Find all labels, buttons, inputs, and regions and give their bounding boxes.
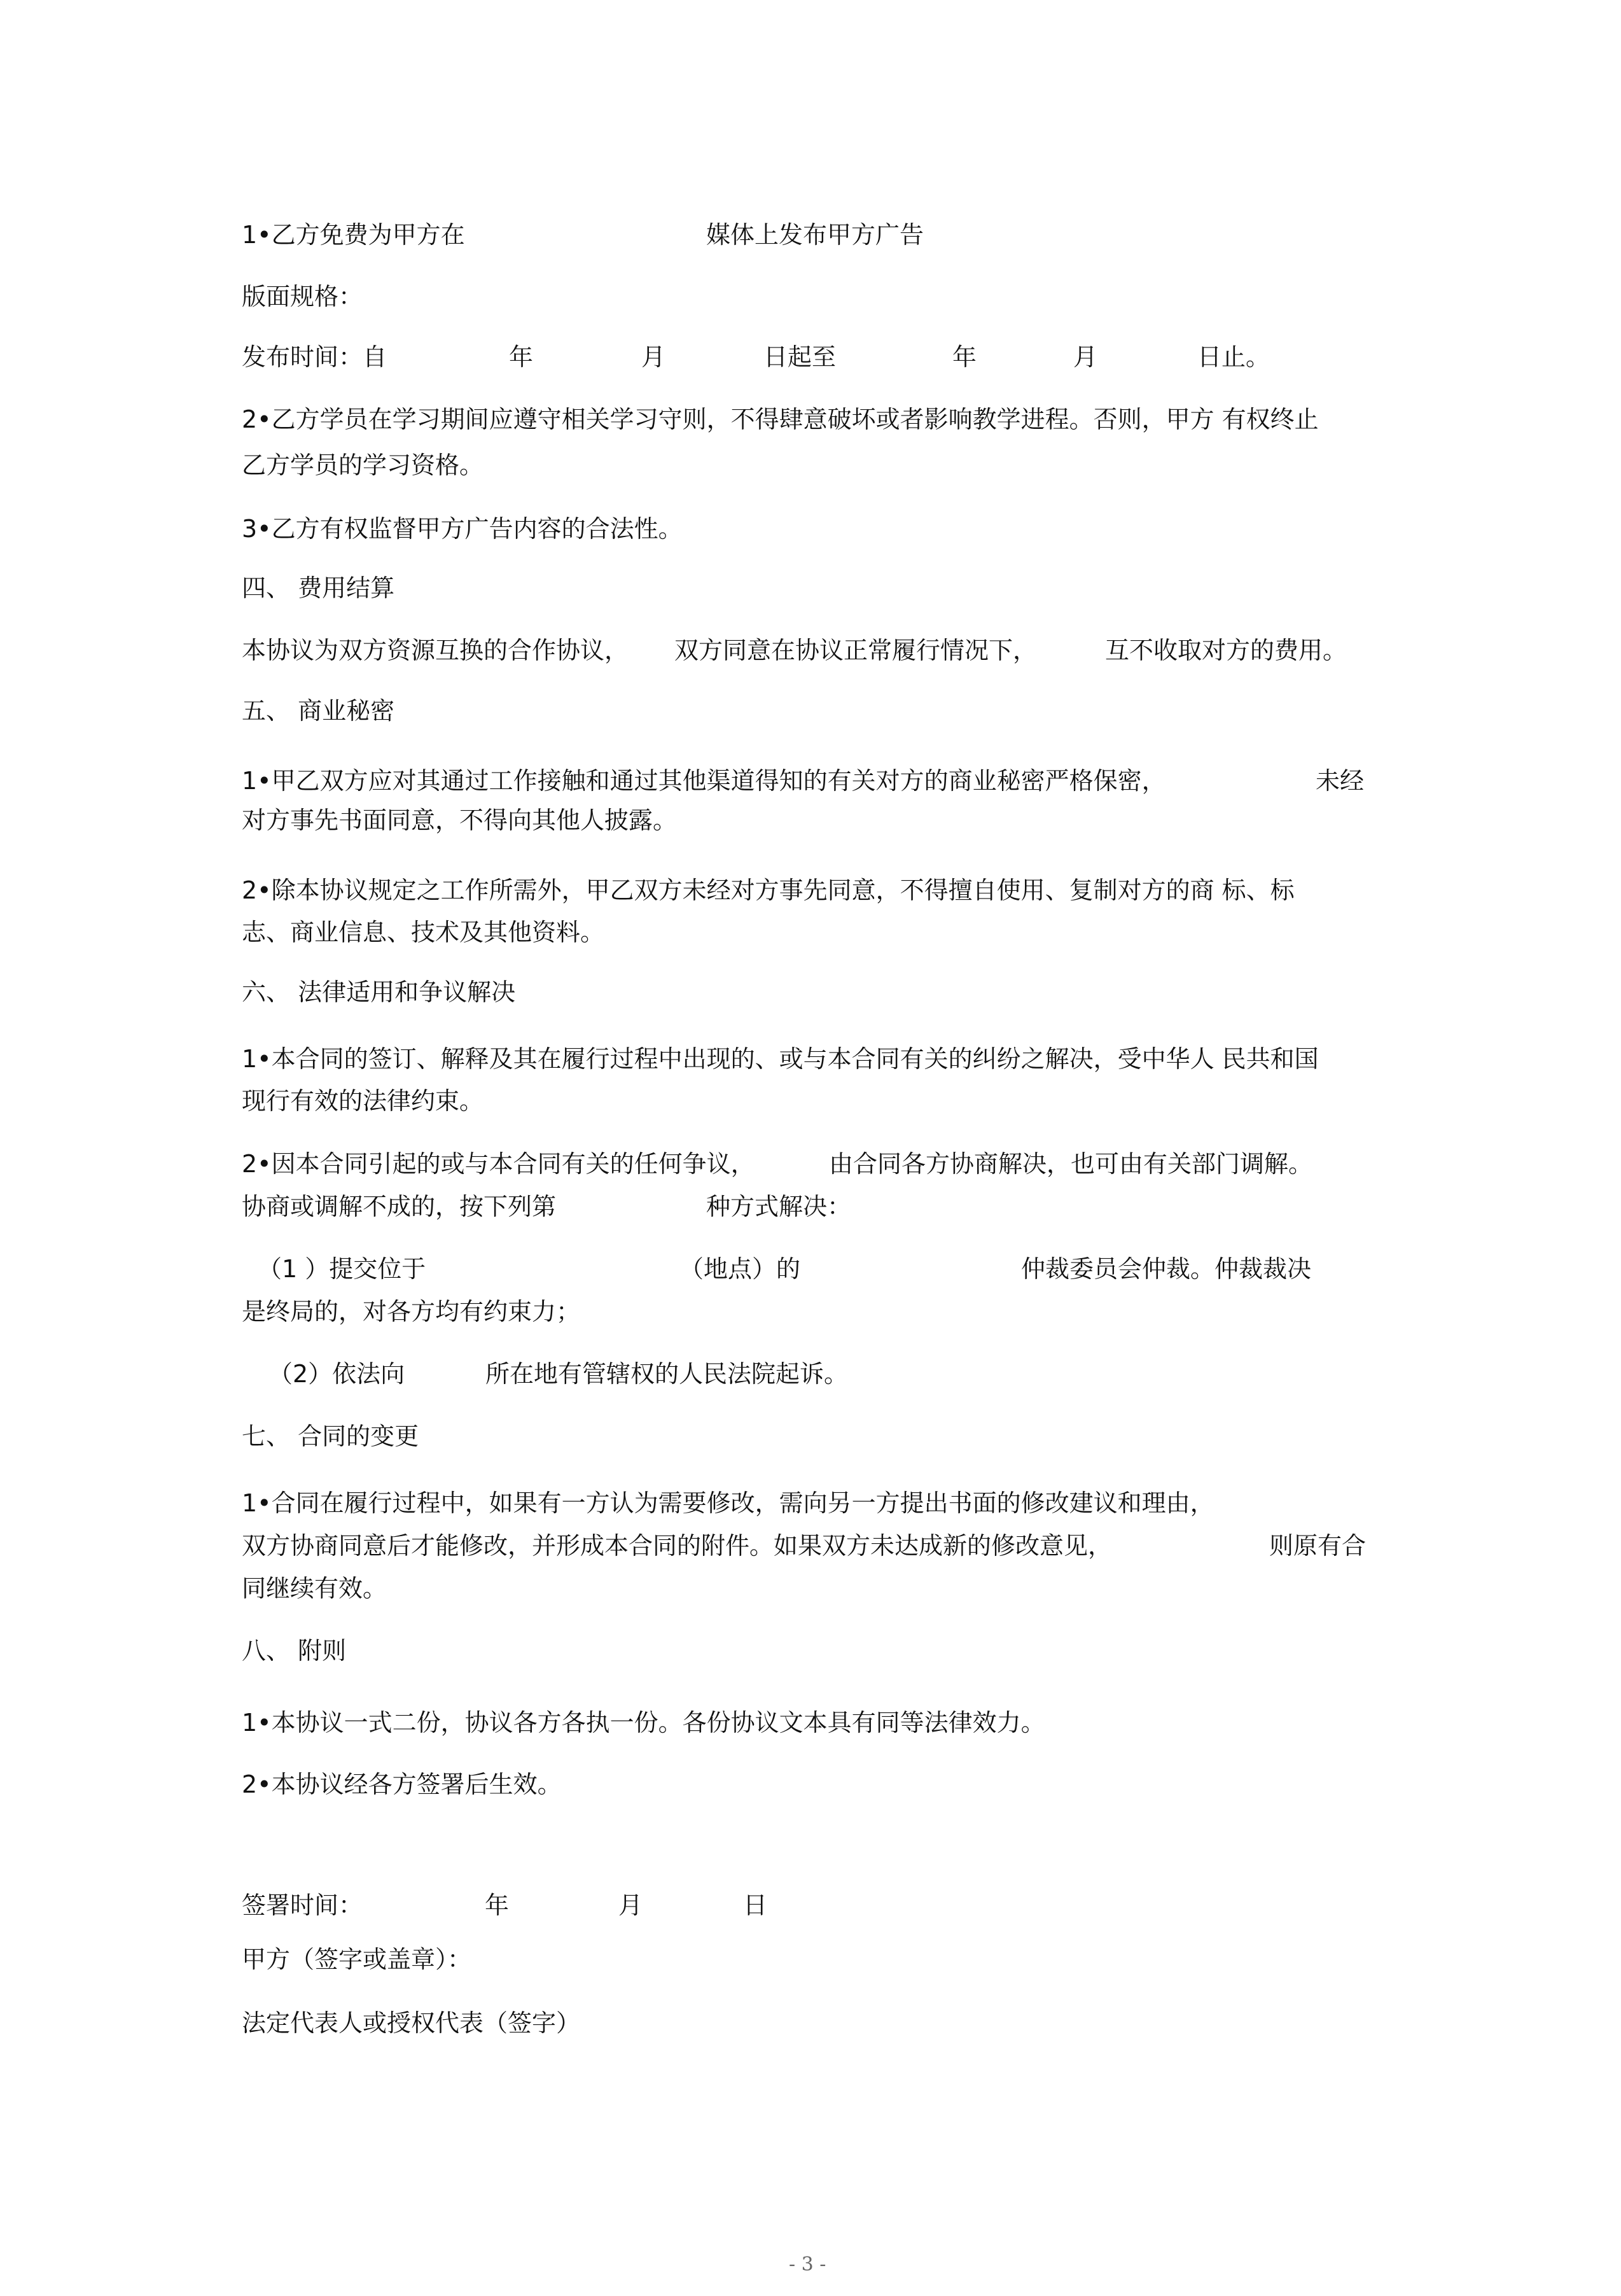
section-6-heading: 六、 法律适用和争议解决 <box>242 978 516 1006</box>
date-month-label: 月 <box>1073 343 1098 371</box>
date-year-label: 年 <box>485 1891 510 1919</box>
page-number: - 3 - <box>789 2253 826 2276</box>
clause-6-2-text: 2•因本合同引起的或与本合同有关的任何争议， <box>242 1150 755 1178</box>
layout-spec-label: 版面规格： <box>242 283 363 311</box>
clause-4-text: 互不收取对方的费用。 <box>1105 636 1347 664</box>
date-day-label: 日 <box>743 1891 768 1919</box>
option-2-text: 所在地有管辖权的人民法院起诉。 <box>485 1360 849 1388</box>
clause-3-2-text: 乙方学员的学习资格。 <box>242 451 484 479</box>
section-4-heading: 四、 费用结算 <box>242 574 395 602</box>
option-1-text: （地点）的 <box>679 1255 801 1283</box>
clause-5-1-text: 对方事先书面同意，不得向其他人披露。 <box>242 806 678 834</box>
clause-6-1-text: 现行有效的法律约束。 <box>242 1087 484 1115</box>
clause-7-text: 1•合同在履行过程中，如果有一方认为需要修改，需向另一方提出书面的修改建议和理由， <box>242 1489 1214 1517</box>
option-1-text: 仲裁委员会仲裁。仲裁裁决 <box>1021 1255 1312 1283</box>
party-a-signature-label: 甲方（签字或盖章）： <box>242 1945 472 1973</box>
clause-3-1-text: 1•乙方免费为甲方在 <box>242 221 465 249</box>
option-1-text: （1 ）提交位于 <box>258 1255 426 1283</box>
clause-7-text: 则原有合 <box>1269 1532 1367 1560</box>
clause-5-2-text: 志、商业信息、技术及其他资料。 <box>242 918 605 946</box>
section-5-heading: 五、 商业秘密 <box>242 697 395 725</box>
representative-signature-label: 法定代表人或授权代表（签字） <box>242 2009 581 2037</box>
clause-5-1-text: 1•甲乙双方应对其通过工作接触和通过其他渠道得知的有关对方的商业秘密严格保密， <box>242 767 1166 795</box>
date-day-label: 日止。 <box>1197 343 1270 371</box>
option-2-text: （2）依法向 <box>268 1360 405 1388</box>
date-year-label: 年 <box>952 343 977 371</box>
clause-4-text: 双方同意在协议正常履行情况下， <box>674 636 1038 664</box>
clause-5-2-text: 2•除本协议规定之工作所需外，甲乙双方未经对方事先同意，不得擅自使用、复制对方的商 标、标 <box>242 876 1295 904</box>
clause-8-1-text: 1•本协议一式二份，协议各方各执一份。各份协议文本具有同等法律效力。 <box>242 1709 1045 1737</box>
date-month-label: 月 <box>618 1891 643 1919</box>
clause-3-1-text: 媒体上发布甲方广告 <box>706 221 924 249</box>
clause-3-3-text: 3•乙方有权监督甲方广告内容的合法性。 <box>242 515 683 543</box>
date-month-label: 月 <box>641 343 666 371</box>
clause-6-2-text: 由合同各方协商解决，也可由有关部门调解。 <box>829 1150 1313 1178</box>
clause-6-2-text: 种方式解决： <box>706 1193 852 1221</box>
signing-date-label: 签署时间： <box>242 1891 363 1919</box>
date-year-label: 年 <box>509 343 534 371</box>
publish-time-label: 发布时间：自 <box>242 343 387 371</box>
clause-4-text: 本协议为双方资源互换的合作协议， <box>242 636 629 664</box>
clause-7-text: 同继续有效。 <box>242 1574 387 1602</box>
clause-7-text: 双方协商同意后才能修改，并形成本合同的附件。如果双方未达成新的修改意见， <box>242 1532 1113 1560</box>
section-7-heading: 七、 合同的变更 <box>242 1422 419 1450</box>
clause-3-2-text: 2•乙方学员在学习期间应遵守相关学习守则，不得肆意破坏或者影响教学进程。否则，甲方 有权终止 <box>242 405 1319 433</box>
option-1-text: 是终局的，对各方均有约束力； <box>242 1298 581 1326</box>
clause-8-2-text: 2•本协议经各方签署后生效。 <box>242 1770 562 1798</box>
clause-5-1-text: 未经 <box>1316 767 1365 795</box>
section-8-heading: 八、 附则 <box>242 1637 347 1665</box>
clause-6-1-text: 1•本合同的签订、解释及其在履行过程中出现的、或与本合同有关的纠纷之解决，受中华人 民共和国 <box>242 1045 1319 1073</box>
date-day-label: 日起至 <box>763 343 837 371</box>
clause-6-2-text: 协商或调解不成的，按下列第 <box>242 1193 557 1221</box>
